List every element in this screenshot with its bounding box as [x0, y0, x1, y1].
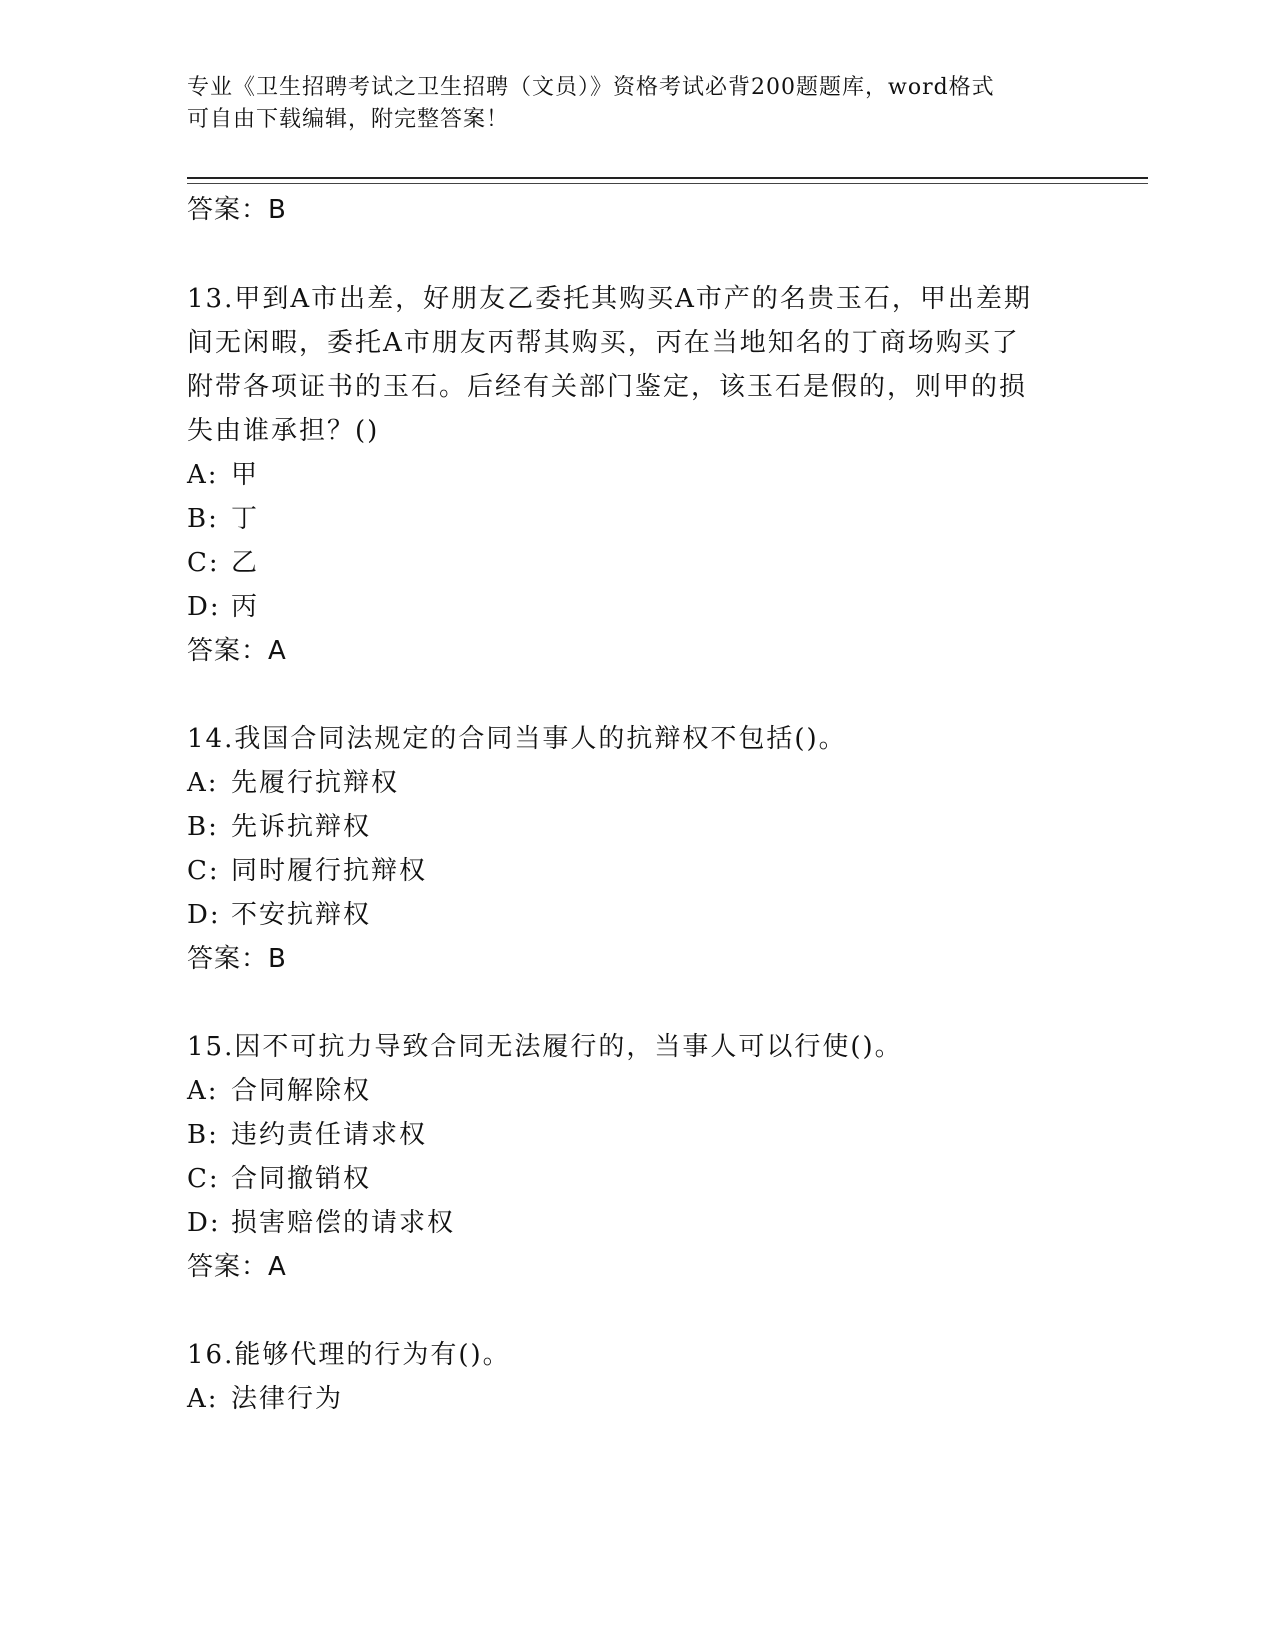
- option-c: [187, 1162, 371, 1196]
- header-line-1: 专业《卫生招聘考试之卫生招聘（文员）》资格考试必背200题题库，word格式: [187, 75, 995, 100]
- answer-15: 答案：A: [187, 1252, 287, 1282]
- question-text-line: 失由谁承担？(): [187, 416, 380, 446]
- question-text-line: 15.因不可抗力导致合同无法履行的，当事人可以行使()。: [187, 1032, 903, 1062]
- option-a: [187, 458, 259, 492]
- option-text: 丁: [231, 504, 260, 534]
- option-text: 违约责任请求权: [231, 1120, 428, 1150]
- option-key: A:: [187, 1076, 219, 1106]
- header-divider-thick: [187, 177, 1148, 179]
- option-b: [187, 1118, 427, 1152]
- question-text-line: 13.甲到A市出差，好朋友乙委托其购买A市产的名贵玉石，甲出差期: [187, 284, 1032, 314]
- question-text-line: 16.能够代理的行为有()。: [187, 1340, 511, 1370]
- option-text: 损害赔偿的请求权: [231, 1208, 456, 1238]
- option-d: [187, 1206, 455, 1240]
- header-line-2: 可自由下载编辑，附完整答案！: [187, 107, 510, 132]
- option-key: D:: [187, 900, 221, 930]
- option-text: 丙: [231, 592, 260, 622]
- option-b: [187, 810, 371, 844]
- option-key: D:: [187, 592, 221, 622]
- option-text: 先诉抗辩权: [231, 812, 372, 842]
- answer-13: 答案：A: [187, 636, 287, 666]
- answer-prev: 答案：B: [187, 195, 287, 225]
- option-text: 乙: [231, 548, 260, 578]
- option-key: D:: [187, 1208, 221, 1238]
- page-header: [187, 72, 1067, 136]
- option-c: [187, 854, 427, 888]
- question-text-line: 附带各项证书的玉石。后经有关部门鉴定，该玉石是假的，则甲的损: [187, 372, 1028, 402]
- option-text: 甲: [231, 460, 260, 490]
- option-text: 合同解除权: [231, 1076, 372, 1106]
- option-key: A:: [187, 768, 219, 798]
- header-divider-thin: [187, 183, 1148, 184]
- option-d: [187, 590, 259, 624]
- answer-14: 答案：B: [187, 944, 287, 974]
- option-text: 先履行抗辩权: [231, 768, 400, 798]
- option-key: B:: [187, 812, 219, 842]
- option-key: C:: [187, 856, 220, 886]
- option-key: A:: [187, 460, 219, 490]
- option-b: [187, 502, 259, 536]
- option-key: C:: [187, 548, 220, 578]
- question-text-line: 间无闲暇，委托A市朋友丙帮其购买，丙在当地知名的丁商场购买了: [187, 328, 1020, 358]
- option-key: B:: [187, 1120, 219, 1150]
- option-text: 法律行为: [231, 1384, 344, 1414]
- option-key: A:: [187, 1384, 219, 1414]
- option-a: [187, 766, 399, 800]
- option-d: [187, 898, 371, 932]
- option-c: [187, 546, 259, 580]
- question-text-line: 14.我国合同法规定的合同当事人的抗辩权不包括()。: [187, 724, 847, 754]
- option-text: 不安抗辩权: [231, 900, 372, 930]
- option-a: [187, 1382, 343, 1416]
- option-text: 合同撤销权: [231, 1164, 372, 1194]
- option-key: B:: [187, 504, 219, 534]
- option-key: C:: [187, 1164, 220, 1194]
- option-text: 同时履行抗辩权: [231, 856, 428, 886]
- option-a: [187, 1074, 371, 1108]
